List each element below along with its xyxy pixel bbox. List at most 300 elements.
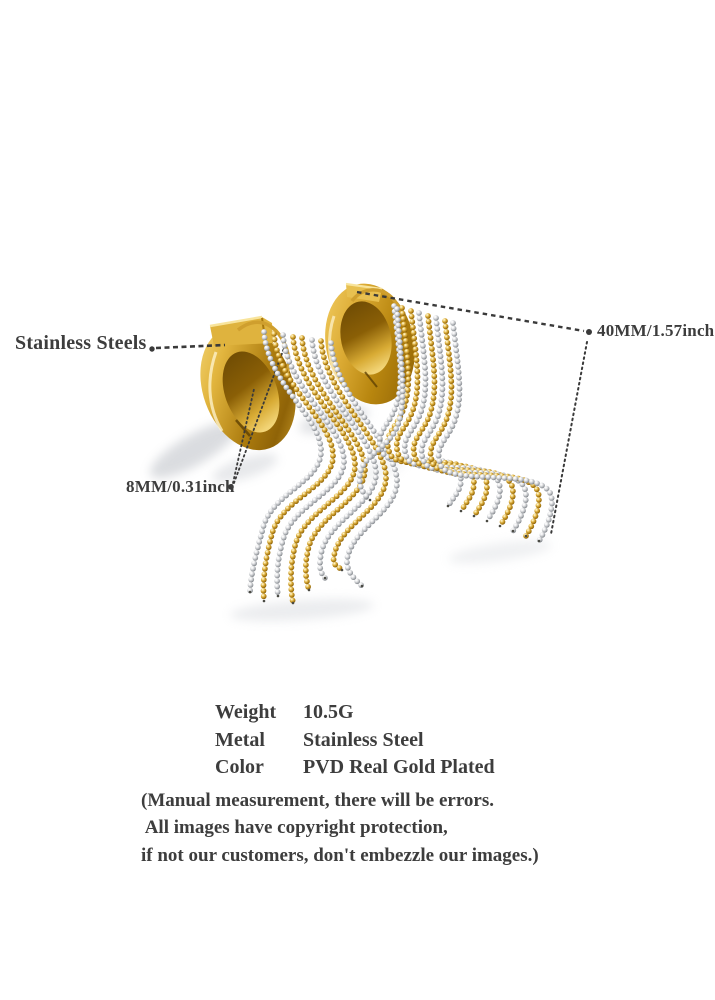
gold-bead bbox=[323, 360, 329, 366]
gold-bead bbox=[500, 519, 506, 525]
strand-end-pin bbox=[499, 525, 502, 528]
gold-bead bbox=[446, 351, 452, 357]
silver-bead bbox=[549, 495, 555, 501]
silver-bead bbox=[524, 478, 530, 484]
gold-bead bbox=[414, 390, 420, 396]
silver-bead bbox=[381, 426, 387, 432]
gold-bead bbox=[322, 427, 328, 433]
gold-bead bbox=[294, 538, 300, 544]
silver-bead bbox=[262, 335, 268, 341]
gold-bead bbox=[394, 441, 400, 447]
gold-bead bbox=[461, 504, 467, 510]
silver-bead bbox=[250, 566, 256, 572]
gold-bead bbox=[329, 375, 335, 381]
gold-bead bbox=[282, 368, 288, 374]
silver-bead bbox=[254, 550, 260, 556]
gold-bead bbox=[288, 570, 294, 576]
gold-bead bbox=[383, 470, 389, 476]
silver-bead bbox=[435, 413, 441, 419]
gold-bead bbox=[427, 330, 433, 336]
silver-bead bbox=[447, 470, 453, 476]
gold-bead bbox=[412, 341, 418, 347]
silver-bead bbox=[434, 321, 440, 327]
strand-end-pin bbox=[369, 499, 372, 502]
silver-bead bbox=[518, 513, 524, 519]
gold-bead bbox=[275, 518, 281, 524]
gold-bead bbox=[502, 514, 508, 520]
gold-bead bbox=[265, 550, 271, 556]
silver-bead bbox=[513, 476, 519, 482]
silver-bead bbox=[283, 530, 289, 536]
gold-bead bbox=[299, 335, 305, 341]
silver-bead bbox=[438, 403, 444, 409]
gold-bead bbox=[289, 565, 295, 571]
silver-bead bbox=[341, 459, 347, 465]
gold-bead bbox=[352, 436, 358, 442]
silver-bead bbox=[398, 410, 404, 416]
gold-bead bbox=[288, 581, 294, 587]
silver-bead bbox=[395, 317, 401, 323]
gold-bead bbox=[442, 318, 448, 324]
silver-bead bbox=[378, 431, 384, 437]
gold-bead bbox=[449, 384, 455, 390]
silver-bead bbox=[439, 397, 445, 403]
silver-bead bbox=[419, 337, 425, 343]
silver-bead bbox=[423, 381, 429, 387]
silver-bead bbox=[330, 351, 336, 357]
silver-bead bbox=[425, 433, 431, 439]
gold-bead bbox=[409, 314, 415, 320]
silver-bead bbox=[320, 374, 326, 380]
silver-bead bbox=[340, 448, 346, 454]
gold-bead bbox=[447, 362, 453, 368]
gold-bead bbox=[443, 324, 449, 330]
gold-bead bbox=[261, 593, 267, 599]
gold-bead bbox=[331, 557, 337, 563]
gold-bead bbox=[484, 479, 490, 485]
gold-bead bbox=[431, 362, 437, 368]
silver-bead bbox=[270, 361, 276, 367]
silver-bead bbox=[547, 490, 553, 496]
silver-bead bbox=[458, 481, 464, 487]
silver-bead bbox=[454, 353, 460, 359]
gold-bead bbox=[413, 352, 419, 358]
silver-bead bbox=[330, 428, 336, 434]
silver-bead bbox=[346, 549, 352, 555]
silver-bead bbox=[315, 462, 321, 468]
gold-bead bbox=[271, 331, 277, 337]
silver-bead bbox=[437, 348, 443, 354]
silver-bead bbox=[544, 522, 550, 528]
gold-bead bbox=[272, 337, 278, 343]
gold-bead bbox=[330, 459, 336, 465]
strand-end-pin bbox=[538, 540, 541, 543]
strand-end-pin bbox=[249, 591, 252, 594]
silver-bead bbox=[285, 354, 291, 360]
gold-bead bbox=[280, 363, 286, 369]
gold-bead bbox=[509, 483, 515, 489]
silver-bead bbox=[276, 556, 282, 562]
silver-bead bbox=[416, 414, 422, 420]
silver-bead bbox=[439, 392, 445, 398]
silver-bead bbox=[318, 452, 324, 458]
gold-bead bbox=[276, 353, 282, 359]
silver-bead bbox=[455, 358, 461, 364]
silver-bead bbox=[285, 525, 291, 531]
gold-bead bbox=[327, 370, 333, 376]
silver-bead bbox=[440, 381, 446, 387]
gold-bead bbox=[306, 380, 312, 386]
silver-bead bbox=[352, 401, 358, 407]
silver-bead bbox=[317, 560, 323, 566]
silver-bead bbox=[364, 443, 370, 449]
silver-bead bbox=[439, 364, 445, 370]
silver-bead bbox=[311, 348, 317, 354]
gold-bead bbox=[333, 546, 339, 552]
gold-bead bbox=[406, 371, 412, 377]
disclaimer-line-3: if not our customers, don't embezzle our images.) bbox=[141, 844, 539, 866]
gold-bead bbox=[431, 395, 437, 401]
silver-bead bbox=[422, 365, 428, 371]
gold-bead bbox=[405, 360, 411, 366]
silver-bead bbox=[455, 408, 461, 414]
gold-bead bbox=[425, 416, 431, 422]
gold-bead bbox=[414, 385, 420, 391]
gold-bead bbox=[307, 541, 313, 547]
gold-bead bbox=[439, 426, 445, 432]
silver-bead bbox=[357, 478, 363, 484]
silver-bead bbox=[251, 560, 257, 566]
silver-bead bbox=[397, 345, 403, 351]
silver-bead bbox=[516, 518, 522, 524]
gold-bead bbox=[414, 435, 420, 441]
gold-bead bbox=[510, 494, 516, 500]
silver-bead bbox=[408, 428, 414, 434]
silver-bead bbox=[341, 382, 347, 388]
gold-bead bbox=[393, 457, 399, 463]
silver-bead bbox=[357, 473, 363, 479]
gold-bead bbox=[268, 534, 274, 540]
gold-bead bbox=[405, 354, 411, 360]
gold-bead bbox=[415, 379, 421, 385]
silver-bead bbox=[306, 416, 312, 422]
silver-bead bbox=[278, 545, 284, 551]
length-extent-line bbox=[551, 342, 587, 534]
gold-bead bbox=[473, 510, 479, 516]
gold-bead bbox=[429, 406, 435, 412]
silver-bead bbox=[394, 477, 400, 483]
silver-bead bbox=[345, 565, 351, 571]
silver-bead bbox=[414, 418, 420, 424]
gold-bead bbox=[430, 440, 436, 446]
silver-bead bbox=[440, 386, 446, 392]
gold-bead bbox=[304, 551, 310, 557]
silver-bead bbox=[523, 497, 529, 503]
gold-bead bbox=[318, 338, 324, 344]
gold-bead bbox=[340, 394, 346, 400]
silver-bead bbox=[451, 331, 457, 337]
gold-bead bbox=[262, 566, 268, 572]
strand-end-pin bbox=[308, 589, 311, 592]
silver-bead bbox=[480, 474, 486, 480]
silver-bead bbox=[311, 425, 317, 431]
gold-bead bbox=[448, 367, 454, 373]
silver-bead bbox=[286, 359, 292, 365]
gold-bead bbox=[278, 358, 284, 364]
silver-bead bbox=[400, 383, 406, 389]
gold-bead bbox=[318, 386, 324, 392]
silver-bead bbox=[272, 366, 278, 372]
silver-bead bbox=[548, 506, 554, 512]
gold-bead bbox=[432, 384, 438, 390]
gold-bead bbox=[328, 464, 334, 470]
gold-bead bbox=[405, 365, 411, 371]
silver-bead bbox=[456, 397, 462, 403]
silver-bead bbox=[322, 379, 328, 385]
silver-bead bbox=[252, 555, 258, 561]
silver-bead bbox=[497, 483, 503, 489]
silver-bead bbox=[323, 539, 329, 545]
spec-row-color bbox=[215, 756, 495, 784]
gold-bead bbox=[346, 427, 352, 433]
spec-row-weight bbox=[215, 701, 495, 729]
gold-bead bbox=[399, 305, 405, 311]
gold-bead bbox=[296, 533, 302, 539]
gold-bead bbox=[412, 401, 418, 407]
silver-bead bbox=[405, 433, 411, 439]
silver-bead bbox=[344, 387, 350, 393]
spec-label-metal: Metal bbox=[215, 728, 265, 751]
gold-bead bbox=[343, 435, 349, 441]
silver-bead bbox=[420, 403, 426, 409]
silver-bead bbox=[438, 442, 444, 448]
silver-bead bbox=[436, 337, 442, 343]
gold-bead bbox=[469, 490, 475, 496]
gold-bead bbox=[303, 573, 309, 579]
gold-bead bbox=[406, 416, 412, 422]
gold-bead bbox=[321, 354, 327, 360]
silver-bead bbox=[402, 448, 408, 454]
silver-bead bbox=[275, 562, 281, 568]
gold-bead bbox=[303, 568, 309, 574]
silver-bead bbox=[399, 405, 405, 411]
silver-bead bbox=[487, 514, 493, 520]
gold-bead bbox=[442, 421, 448, 427]
silver-bead bbox=[423, 376, 429, 382]
gold-bead bbox=[261, 577, 267, 583]
gold-bead bbox=[471, 485, 477, 491]
silver-bead bbox=[394, 401, 400, 407]
silver-bead bbox=[279, 540, 285, 546]
silver-bead bbox=[369, 485, 375, 491]
gold-bead bbox=[299, 366, 305, 372]
silver-bead bbox=[317, 457, 323, 463]
gold-bead bbox=[267, 539, 273, 545]
silver-bead bbox=[474, 474, 480, 480]
gold-bead bbox=[411, 451, 417, 457]
silver-bead bbox=[469, 473, 475, 479]
gold-bead bbox=[428, 451, 434, 457]
gold-bead bbox=[332, 551, 338, 557]
silver-bead bbox=[439, 375, 445, 381]
gold-bead bbox=[381, 486, 387, 492]
silver-bead bbox=[420, 442, 426, 448]
gold-bead bbox=[417, 431, 423, 437]
silver-bead bbox=[485, 474, 491, 480]
silver-bead bbox=[547, 512, 553, 518]
gold-bead bbox=[534, 487, 540, 493]
gold-bead bbox=[303, 562, 309, 568]
spec-value-metal: Stainless Steel bbox=[303, 728, 424, 751]
silver-bead bbox=[392, 467, 398, 473]
silver-bead bbox=[549, 501, 555, 507]
gold-bead bbox=[404, 349, 410, 355]
silver-bead bbox=[358, 484, 364, 490]
silver-bead bbox=[419, 453, 425, 459]
gold-bead bbox=[449, 389, 455, 395]
gold-bead bbox=[428, 335, 434, 341]
gold-bead bbox=[400, 311, 406, 317]
silver-bead bbox=[397, 416, 403, 422]
silver-bead bbox=[395, 421, 401, 427]
silver-bead bbox=[421, 398, 427, 404]
silver-bead bbox=[453, 413, 459, 419]
gold-bead bbox=[431, 390, 437, 396]
strand-end-pin bbox=[486, 520, 489, 523]
gold-bead bbox=[338, 536, 344, 542]
silver-bead bbox=[265, 513, 271, 519]
strand-end-pin bbox=[277, 595, 280, 598]
silver-bead bbox=[372, 464, 378, 470]
silver-bead bbox=[424, 463, 430, 469]
gold-bead bbox=[483, 490, 489, 496]
silver-bead bbox=[248, 577, 254, 583]
gold-bead bbox=[330, 453, 336, 459]
gold-bead bbox=[285, 373, 291, 379]
silver-bead bbox=[291, 369, 297, 375]
gold-bead bbox=[406, 376, 412, 382]
silver-bead bbox=[436, 453, 442, 459]
material-annotation-label: Stainless Steels bbox=[15, 332, 147, 354]
silver-bead bbox=[398, 355, 404, 361]
silver-bead bbox=[400, 377, 406, 383]
silver-bead bbox=[420, 343, 426, 349]
silver-bead bbox=[390, 493, 396, 499]
silver-bead bbox=[266, 351, 272, 357]
gold-bead bbox=[304, 357, 310, 363]
gold-bead bbox=[272, 523, 278, 529]
silver-bead bbox=[522, 486, 528, 492]
silver-bead bbox=[280, 332, 286, 338]
silver-bead bbox=[403, 437, 409, 443]
silver-bead bbox=[261, 523, 267, 529]
gold-bead bbox=[534, 508, 540, 514]
gold-bead bbox=[397, 431, 403, 437]
silver-bead bbox=[492, 504, 498, 510]
gold-bead bbox=[289, 592, 295, 598]
gold-bead bbox=[300, 341, 306, 347]
silver-bead bbox=[275, 567, 281, 573]
strand-end-pin bbox=[361, 585, 364, 588]
silver-bead bbox=[310, 343, 316, 349]
strand-end-pin bbox=[341, 569, 344, 572]
gold-bead bbox=[408, 412, 414, 418]
silver-bead bbox=[491, 475, 497, 481]
gold-bead bbox=[312, 377, 318, 383]
silver-bead bbox=[496, 494, 502, 500]
gold-bead bbox=[415, 374, 421, 380]
silver-bead bbox=[331, 356, 337, 362]
gold-bead bbox=[471, 479, 477, 485]
silver-bead bbox=[419, 332, 425, 338]
silver-bead bbox=[456, 375, 462, 381]
silver-bead bbox=[399, 399, 405, 405]
silver-bead bbox=[520, 508, 526, 514]
spec-table bbox=[215, 701, 495, 784]
disclaimer-line-1: (Manual measurement, there will be errors. bbox=[141, 790, 495, 811]
silver-bead bbox=[389, 412, 395, 418]
silver-bead bbox=[397, 339, 403, 345]
silver-bead bbox=[456, 402, 462, 408]
spec-value-weight: 10.5G bbox=[303, 701, 354, 723]
strand-end-pin bbox=[512, 530, 515, 533]
gold-bead bbox=[484, 485, 490, 491]
gold-bead bbox=[401, 322, 407, 328]
gold-bead bbox=[510, 488, 516, 494]
silver-bead bbox=[421, 348, 427, 354]
silver-bead bbox=[317, 441, 323, 447]
silver-bead bbox=[341, 454, 347, 460]
silver-bead bbox=[400, 388, 406, 394]
silver-bead bbox=[416, 310, 422, 316]
silver-bead bbox=[263, 518, 269, 524]
silver-bead bbox=[351, 539, 357, 545]
silver-bead bbox=[455, 364, 461, 370]
gold-bead bbox=[443, 329, 449, 335]
gold-bead bbox=[295, 356, 301, 362]
gold-bead bbox=[325, 365, 331, 371]
silver-bead bbox=[256, 539, 262, 545]
silver-bead bbox=[283, 348, 289, 354]
silver-bead bbox=[422, 370, 428, 376]
silver-bead bbox=[333, 362, 339, 368]
silver-bead bbox=[259, 528, 265, 534]
silver-bead bbox=[358, 468, 364, 474]
gold-bead bbox=[288, 576, 294, 582]
gold-bead bbox=[431, 368, 437, 374]
gold-bead bbox=[330, 448, 336, 454]
silver-bead bbox=[529, 479, 535, 485]
gold-bead bbox=[305, 584, 311, 590]
gold-bead bbox=[425, 313, 431, 319]
gold-bead bbox=[273, 342, 279, 348]
gold-bead bbox=[290, 334, 296, 340]
gold-bead bbox=[430, 357, 436, 363]
gold-bead bbox=[270, 528, 276, 534]
silver-bead bbox=[274, 573, 280, 579]
gold-bead bbox=[382, 481, 388, 487]
gold-bead bbox=[309, 385, 315, 391]
silver-bead bbox=[339, 377, 345, 383]
gold-bead bbox=[414, 357, 420, 363]
gold-bead bbox=[292, 345, 298, 351]
silver-bead bbox=[387, 416, 393, 422]
silver-bead bbox=[325, 384, 331, 390]
gold-bead bbox=[293, 350, 299, 356]
gold-bead bbox=[382, 465, 388, 471]
gold-bead bbox=[408, 308, 414, 314]
material-leader-dot bbox=[149, 346, 154, 351]
